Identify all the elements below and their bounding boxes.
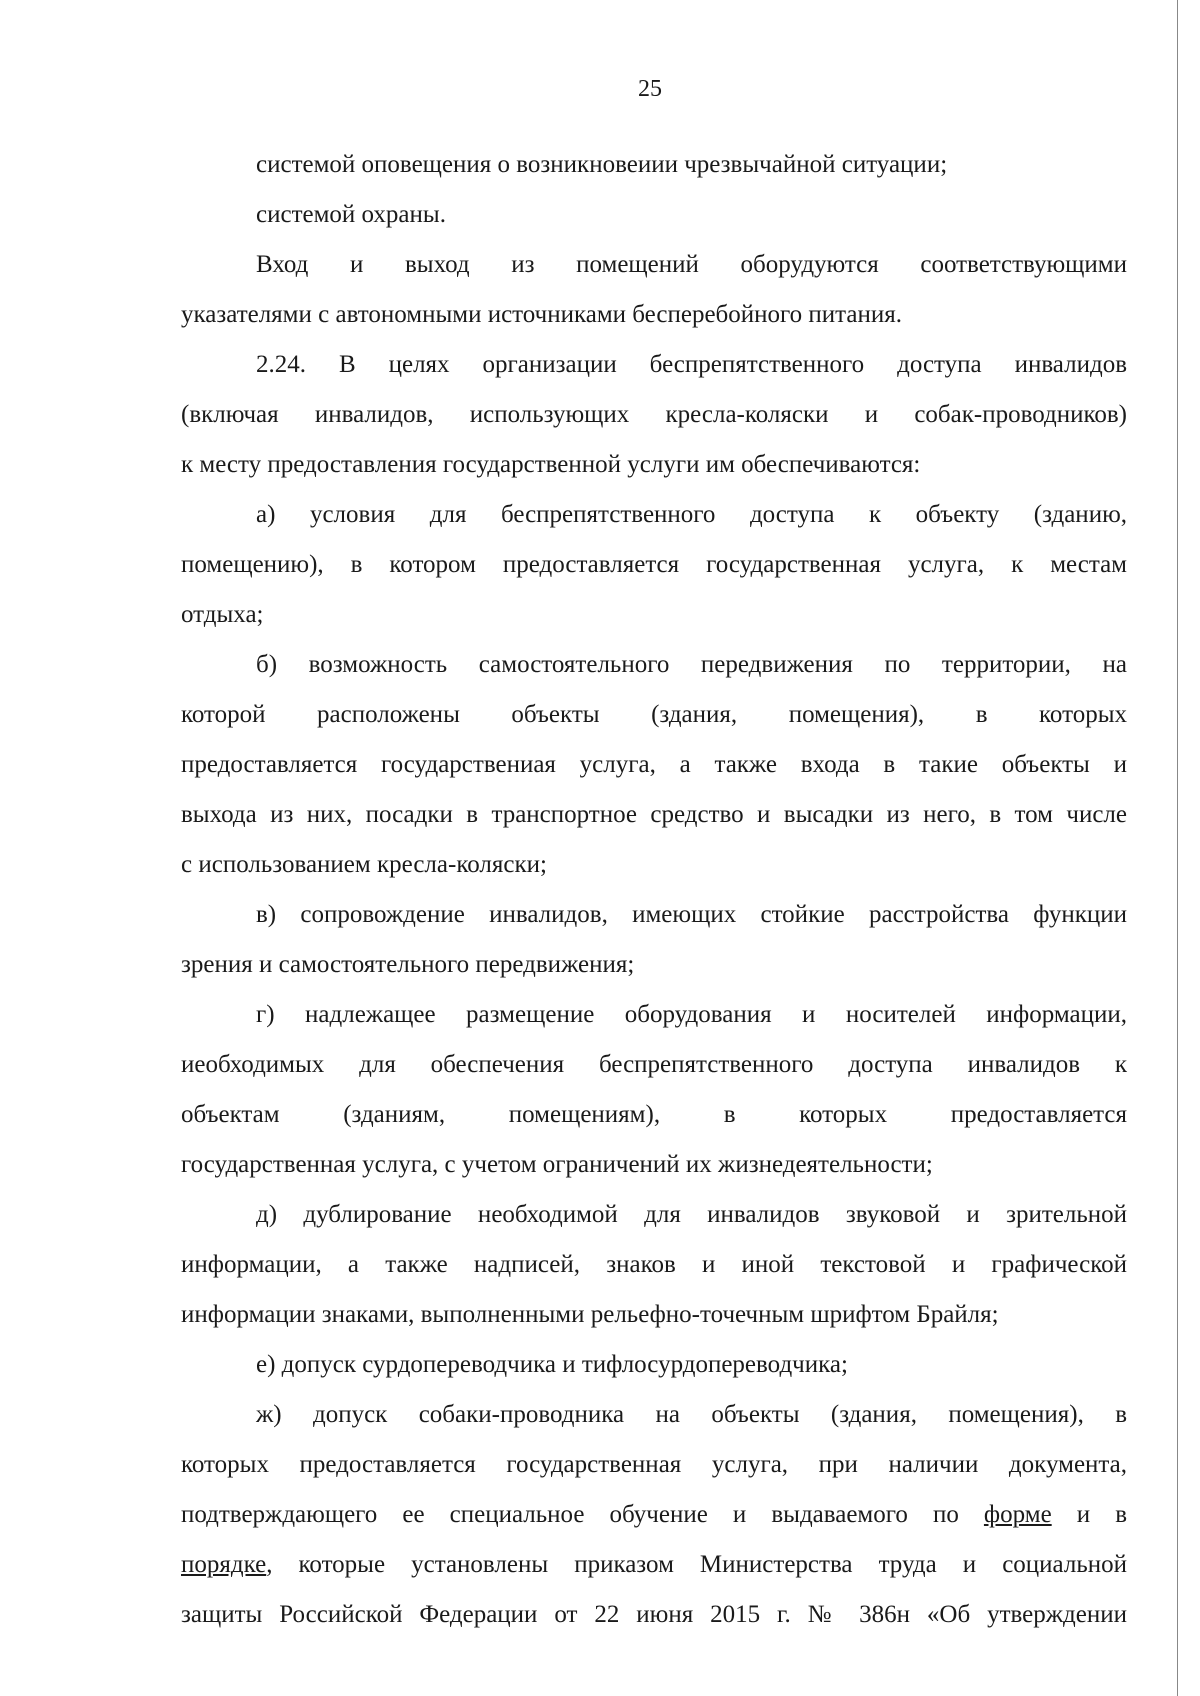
text-segment: и в [1076,1501,1128,1528]
page-edge-line [1177,0,1178,1696]
text-line: г) надлежащее размещение оборудования и носителей информации, [256,1001,1127,1028]
text-segment: подтверждающего ее специальное обучение и выдаваемого по [181,1501,959,1528]
text-line: б) возможность самостоятельного передвижения по территории, на [256,651,1127,678]
text-line [181,1490,1127,1540]
text-line: отдыха; [181,601,264,628]
order-link[interactable]: порядке [181,1551,267,1578]
text-line: выхода из них, посадки в транспортное средство и высадки из него, в том числе [181,801,1127,828]
document-body [181,140,1127,1640]
text-line: объектам (зданиям, помещениям), в которых предоставляется [181,1101,1127,1128]
text-line: которых предоставляется государственная услуга, при наличии документа, [181,1451,1127,1478]
text-line: зрения и самостоятельного передвижения; [181,951,635,978]
text-line: информации, а также надписей, знаков и иной текстовой и графической [181,1251,1127,1278]
text-line: ж) допуск собаки-проводника на объекты (здания, помещения), в [256,1401,1127,1428]
text-line: к месту предоставления государственной услуги им обеспечиваются: [181,451,921,478]
text-line: Вход и выход из помещений оборудуются соответствующими [256,251,1127,278]
text-line [181,1540,1127,1590]
text-line: указателями с автономными источниками бесперебойного питания. [181,301,902,328]
text-line: в) сопровождение инвалидов, имеющих стойкие расстройства функции [256,901,1127,928]
text-line: иеобходимых для обеспечения беспрепятственного доступа инвалидов к [181,1051,1127,1078]
text-line: с использованием кресла-коляски; [181,851,547,878]
text-line: д) дублирование необходимой для инвалидов звуковой и зрительной [256,1201,1127,1228]
text-line: защиты Российской Федерации от 22 июня 2015 г. № 386н «Об утверждении [181,1601,1127,1628]
text-line: е) допуск сурдопереводчика и тифлосурдопереводчика; [256,1351,848,1378]
text-line: которой расположены объекты (здания, помещения), в которых [181,701,1127,728]
text-line: а) условия для беспрепятственного доступа к объекту (зданию, [256,501,1127,528]
form-link[interactable]: форме [983,1501,1052,1528]
text-line: системой охраны. [256,201,446,228]
page-number: 25 [638,76,662,102]
text-segment: , которые установлены приказом Министерства труда и социальной [266,1551,1127,1578]
text-line: информации знаками, выполненными рельефно-точечным шрифтом Брайля; [181,1301,999,1328]
text-line: (включая инвалидов, использующих кресла-коляски и собак-проводников) [181,401,1127,428]
text-line: помещению), в котором предоставляется государственная услуга, к местам [181,551,1127,578]
text-line: государственная услуга, с учетом ограничений их жизнедеятельности; [181,1151,933,1178]
text-line: 2.24. В целях организации беспрепятственного доступа инвалидов [256,351,1127,378]
text-line: предоставляется государствениая услуга, а также входа в такие объекты и [181,751,1127,778]
text-line: системой оповещения о возникновеиии чрезвычайной ситуации; [256,151,948,178]
